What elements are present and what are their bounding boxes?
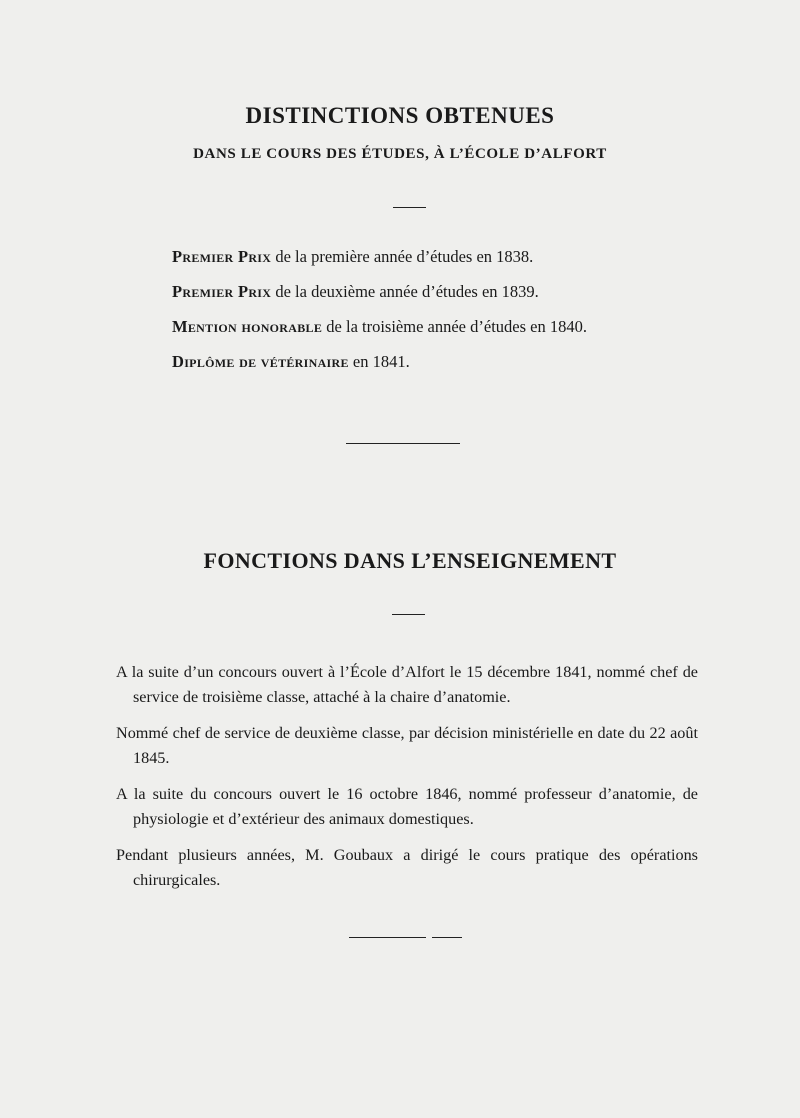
short-divider (393, 207, 426, 208)
section-title-fonctions: FONCTIONS DANS L’ENSEIGNEMENT (203, 548, 617, 573)
end-divider-left (349, 937, 426, 938)
distinction-item (172, 279, 732, 314)
distinction-text: en 1841. (348, 352, 410, 371)
distinction-label: Premier Prix (172, 247, 272, 266)
end-divider-right (432, 937, 462, 938)
distinction-label: Mention honorable (172, 317, 323, 336)
distinction-label: Diplôme de vétérinaire (172, 352, 349, 371)
distinction-text: de la première année d’études en 1838. (271, 247, 534, 266)
section-title-distinctions: DISTINCTIONS OBTENUES (245, 103, 555, 128)
section-subtitle-distinctions: DANS LE COURS DES ÉTUDES, À L’ÉCOLE D’ALFORT (193, 146, 607, 162)
distinction-item (172, 314, 732, 349)
distinction-item (172, 349, 732, 384)
fonction-item: Pendant plusieurs années, M. Goubaux a dirigé le cours pratique des opérations chirurgicales. (116, 846, 698, 889)
distinction-item (172, 244, 732, 279)
fonction-item: Nommé chef de service de deuxième classe, par décision ministérielle en date du 22 août 1845. (116, 724, 698, 767)
distinction-text: de la troisième année d’études en 1840. (322, 317, 587, 336)
fonction-item: A la suite d’un concours ouvert à l’École d’Alfort le 15 décembre 1841, nommé chef de service de troisième classe, attaché à la chaire d’anatomie. (116, 663, 698, 706)
distinction-label: Premier Prix (172, 282, 272, 301)
fonctions-list (116, 660, 698, 904)
short-divider (392, 614, 425, 615)
fonction-item: A la suite du concours ouvert le 16 octobre 1846, nommé professeur d’anatomie, de physiologie et d’extérieur des animaux domestiques. (116, 785, 698, 828)
distinctions-list (172, 244, 732, 384)
distinction-text: de la deuxième année d’études en 1839. (271, 282, 539, 301)
long-divider (346, 443, 460, 444)
